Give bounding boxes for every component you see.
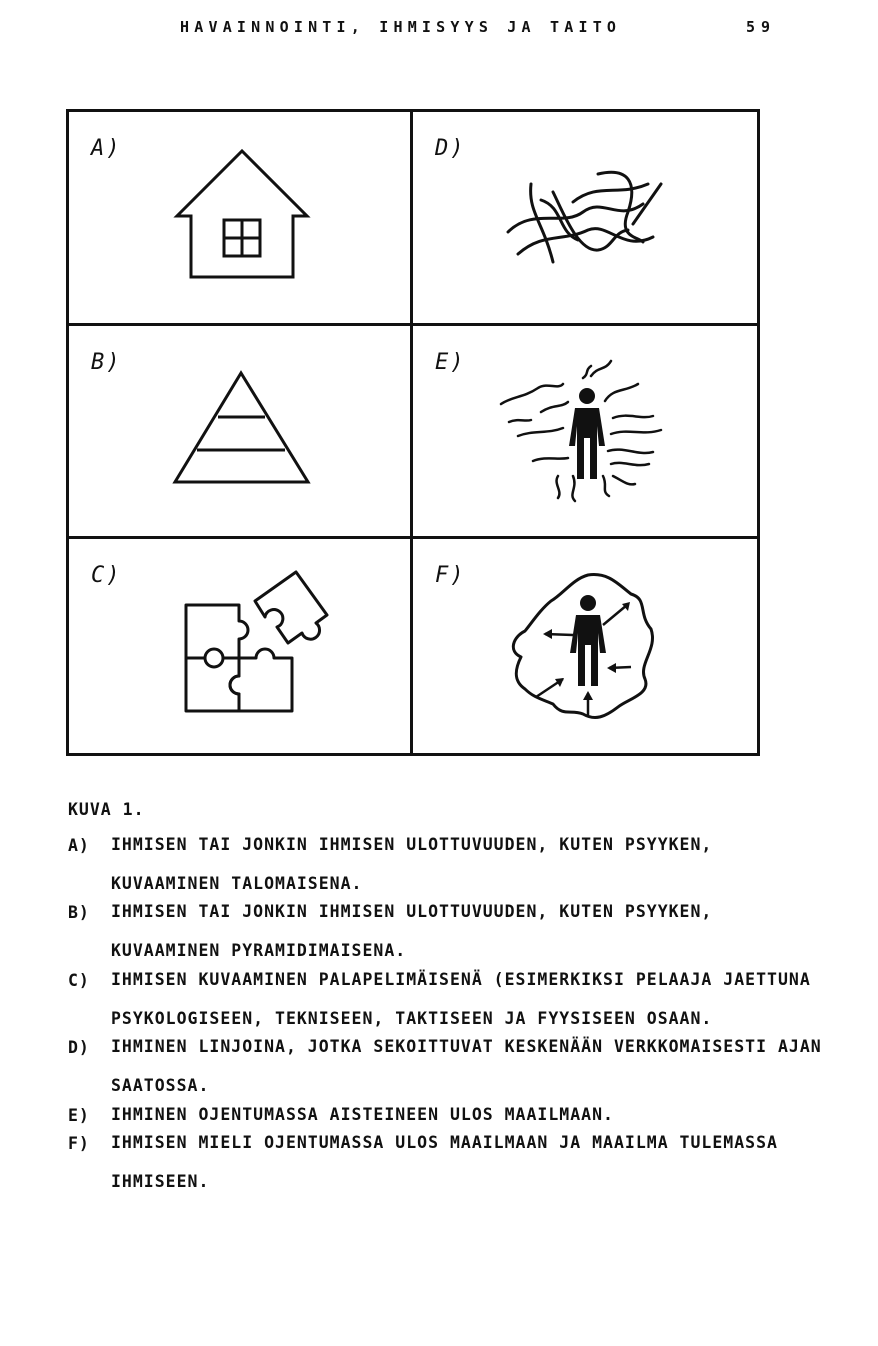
panel-d	[413, 112, 757, 326]
caption-key: E)	[68, 1105, 90, 1125]
puzzle-icon	[69, 539, 413, 752]
panel-e	[413, 326, 757, 540]
caption-text: IHMISEN KUVAAMINEN PALAPELIMÄISENÄ (ESIMERKIKSI PELAAJA JAETTUNA PSYKOLOGISEEN, TEKNISEEN, TAKTISEEN JA FYYSISEEN OSAAN.	[111, 969, 811, 1028]
panel-label: F)	[435, 563, 466, 589]
caption-text: IHMINEN LINJOINA, JOTKA SEKOITTUVAT KESKENÄÄN VERKKOMAISESTI AJAN SAATOSSA.	[111, 1037, 822, 1095]
pyramid-icon	[69, 326, 413, 539]
panel-label: D)	[435, 136, 466, 161]
panel-label: B)	[91, 349, 122, 375]
panel-b	[69, 326, 413, 540]
caption-key: D)	[68, 1038, 90, 1058]
tangled-lines-icon	[413, 112, 757, 325]
caption-text: IHMISEN TAI JONKIN IHMISEN ULOTTUVUUDEN, KUTEN PSYYKEN, KUVAAMINEN TALOMAISENA.	[111, 835, 713, 893]
caption-key: F)	[68, 1134, 90, 1154]
house-icon	[69, 112, 413, 325]
caption-title: KUVA 1.	[68, 800, 145, 819]
figure-grid	[66, 109, 760, 756]
panel-f	[413, 539, 757, 753]
caption-text: IHMINEN OJENTUMASSA AISTEINEEN ULOS MAAILMAAN.	[111, 1104, 614, 1124]
panel-label: A)	[91, 136, 122, 161]
caption-key: A)	[68, 836, 90, 855]
person-with-lines-icon	[413, 326, 757, 539]
caption-key: C)	[68, 970, 90, 990]
panel-label: C)	[91, 563, 122, 589]
header-title: HAVAINNOINTI, IHMISYYS JA TAITO	[180, 18, 622, 36]
panel-c	[69, 539, 413, 753]
caption-key: B)	[68, 903, 90, 923]
figure-caption	[68, 800, 828, 1202]
caption-text: IHMISEN TAI JONKIN IHMISEN ULOTTUVUUDEN, KUTEN PSYYKEN, KUVAAMINEN PYRAMIDIMAISENA.	[111, 902, 713, 961]
running-header	[180, 18, 780, 36]
caption-item-f	[68, 1134, 828, 1201]
person-in-blob-icon	[413, 539, 757, 752]
page-number: 59	[746, 18, 777, 36]
panel-label: E)	[435, 349, 466, 375]
caption-text: IHMISEN MIELI OJENTUMASSA ULOS MAAILMAAN JA MAAILMA TULEMASSA IHMISEEN.	[111, 1133, 778, 1192]
panel-a	[69, 112, 413, 326]
